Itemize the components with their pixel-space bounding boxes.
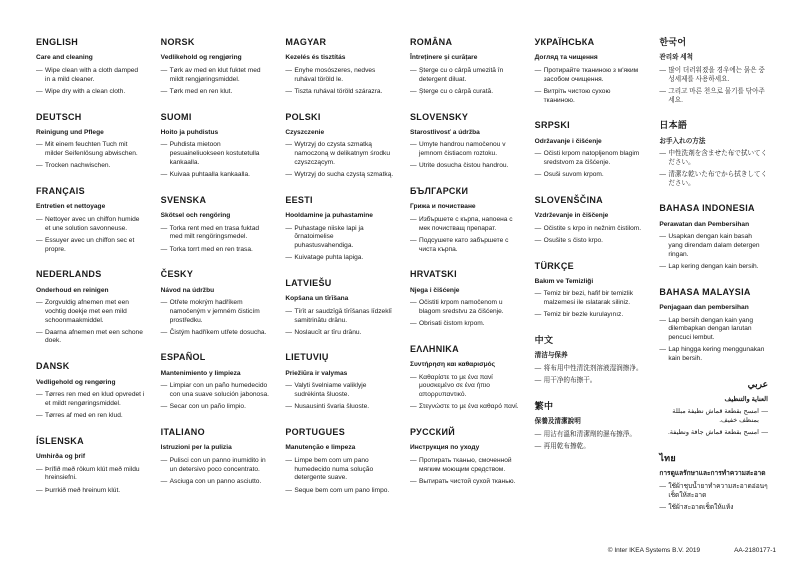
care-title: Návod na údržbu xyxy=(160,286,215,294)
language-heading: 繁中 xyxy=(534,400,554,411)
care-instruction: — Asciuga con un panno asciutto. xyxy=(161,478,270,487)
care-title: Njega i čišćenje xyxy=(409,286,460,294)
column xyxy=(410,37,519,518)
care-instruction: — Tørres ren med en klud opvredet i et mildt rengøringsmiddel. xyxy=(36,391,145,408)
language-heading: NORSK xyxy=(160,37,195,47)
language-section xyxy=(410,417,519,487)
language-heading: ENGLISH xyxy=(36,37,79,47)
care-instruction: — Pulisci con un panno inumidito in un detersivo poco concentrato. xyxy=(161,457,270,474)
care-instruction: — Utrite dosucha čistou handrou. xyxy=(410,162,519,171)
language-heading: FRANÇAIS xyxy=(36,186,85,197)
language-heading: POLSKI xyxy=(285,111,321,122)
care-instructions-list xyxy=(36,466,145,496)
language-section xyxy=(36,176,145,254)
care-instructions-list xyxy=(535,431,644,452)
care-instruction: — Lap bersih dengan kain yang dilembapkan dengan larutan pencuci lembut. xyxy=(659,317,768,343)
language-section xyxy=(36,351,145,421)
care-instruction: — Secar con un paño limpio. xyxy=(161,403,270,412)
language-section xyxy=(535,325,644,386)
language-section xyxy=(410,259,519,329)
care-instruction: — ใช้ผ้าชุบน้ำยาทำความสะอาดอ่อนๆ เช็ดให้สะอาด xyxy=(659,483,768,500)
language-heading: ITALIANO xyxy=(160,426,205,437)
care-title: Întreținere și curățare xyxy=(409,54,478,62)
language-section xyxy=(535,185,644,246)
care-title: Istruzioni per la pulizia xyxy=(160,444,232,452)
care-instruction: — 清潔な乾いた布でから拭きしてください。 xyxy=(659,171,768,188)
care-instruction: — Καθαρίστε το με ένα πανί μουσκεμένο σε ένα ήπιο απορρυπαντικό. xyxy=(410,374,519,400)
care-title: Hoito ja puhdistus xyxy=(160,128,219,136)
care-instruction: — Usapkan dengan kain basah yang direndam dalam detergen ringan. xyxy=(659,233,768,259)
care-instructions-list xyxy=(161,382,270,412)
language-heading: EESTI xyxy=(285,194,313,205)
care-title: العناية والتنظيف xyxy=(724,395,768,403)
language-heading: LATVIEŠU xyxy=(285,277,332,288)
care-instruction: — Þurrkið með hreinum klút. xyxy=(36,487,145,496)
language-section xyxy=(410,37,519,97)
language-section xyxy=(36,426,145,496)
care-instruction: — امسح بقطعة قماش جافة ونظيفة. xyxy=(659,429,768,438)
care-title: Bakım ve Temizliği xyxy=(534,277,594,285)
care-instruction: — Wipe clean with a cloth damped in a mild cleaner. xyxy=(36,67,145,84)
care-instructions-list xyxy=(410,299,519,329)
care-instruction: — Osušite s čisto krpo. xyxy=(535,237,644,246)
care-instruction: — Temiz bir bezle kurulayınız. xyxy=(535,311,644,320)
care-title: Entretien et nettoyage xyxy=(36,203,106,211)
language-section xyxy=(285,37,394,97)
language-section xyxy=(659,37,768,105)
language-section xyxy=(285,185,394,263)
care-instructions-list xyxy=(410,216,519,254)
language-heading: РУССКИЙ xyxy=(409,426,455,437)
care-instruction: — Tiszta ruhával töröld szárazra. xyxy=(285,88,394,97)
care-title: Kezelés és tisztítás xyxy=(285,54,346,62)
language-section xyxy=(285,268,394,338)
language-section xyxy=(161,102,270,180)
language-section xyxy=(161,342,270,412)
care-instruction: — Kuivaa puhtaalla kankaalla. xyxy=(161,171,270,180)
care-instruction: — Osuši suvom krpom. xyxy=(535,171,644,180)
care-instructions-list xyxy=(659,150,768,188)
care-instructions-list xyxy=(161,141,270,179)
care-instruction: — Протирайте тканиною з м'яким засобом очищення. xyxy=(535,67,644,84)
care-instructions-list xyxy=(535,67,644,105)
care-instructions-list xyxy=(659,233,768,271)
language-heading: ไทย xyxy=(659,453,676,464)
care-instructions-list xyxy=(161,457,270,487)
language-heading: عربي xyxy=(747,378,768,389)
care-title: Mantenimiento y limpieza xyxy=(160,369,241,377)
language-heading: SLOVENŠČINA xyxy=(534,194,603,205)
care-instruction: — 用干净的布擦干。 xyxy=(535,377,644,386)
care-instructions-list xyxy=(410,141,519,171)
care-instructions-list xyxy=(659,67,768,105)
language-heading: ROMÂNA xyxy=(409,37,453,47)
care-instruction: — Limpiar con un paño humedecido con una suave solución jabonosa. xyxy=(161,382,270,399)
language-section xyxy=(36,102,145,172)
care-instruction: — Mit einem feuchten Tuch mit milder Seifenlösung abwischen. xyxy=(36,141,145,158)
page-footer xyxy=(608,547,776,554)
care-title: Perawatan dan Pembersihan xyxy=(659,220,750,228)
language-heading: ÍSLENSKA xyxy=(36,435,84,446)
care-title: Umhirða og þrif xyxy=(36,453,86,461)
care-title: Manutenção e limpeza xyxy=(285,444,356,452)
language-heading: 한국어 xyxy=(659,37,687,47)
language-section xyxy=(535,391,644,452)
language-section xyxy=(285,102,394,180)
language-section xyxy=(535,110,644,180)
care-title: Грижа и почистване xyxy=(409,203,476,211)
care-instructions-list xyxy=(659,317,768,364)
care-instruction: — 그리고 마른 천으로 물기를 닦아주세요. xyxy=(659,88,768,105)
care-instruction: — Tīrīt ar saudzīgā tīrīšanas līdzeklī samitrinātu drānu. xyxy=(285,308,394,325)
care-instructions-list xyxy=(535,225,644,246)
care-instruction: — ใช้ผ้าสะอาดเช็ดให้แห้ง xyxy=(659,504,768,513)
care-instruction: — Þrífið með rökum klút með mildu hreinsiefni. xyxy=(36,466,145,483)
care-instruction: — Στεγνώστε το με ένα καθαρό πανί. xyxy=(410,403,519,412)
language-section xyxy=(410,334,519,412)
care-instructions-list xyxy=(285,457,394,495)
language-heading: SRPSKI xyxy=(534,120,570,131)
language-section xyxy=(161,185,270,255)
language-heading: ESPAÑOL xyxy=(160,352,206,363)
care-instructions-list xyxy=(285,67,394,97)
care-instruction: — Zorgvuldig afnemen met een vochtig doekje met een mild schoonmaakmiddel. xyxy=(36,299,145,325)
column xyxy=(161,37,270,518)
care-instruction: — Noslaucīt ar tīru drānu. xyxy=(285,329,394,338)
care-title: Συντήρηση και καθαρισμός xyxy=(409,361,496,369)
care-title: Vedligehold og rengøring xyxy=(36,378,116,386)
care-title: Care and cleaning xyxy=(36,54,93,62)
care-title: 清洁与保养 xyxy=(534,352,568,360)
care-instruction: — Daarna afnemen met een schone doek. xyxy=(36,329,145,346)
care-instructions-list xyxy=(36,141,145,171)
language-columns xyxy=(36,37,768,518)
care-instruction: — Puhastage niiske lapi ja õrnatoimelise puhastusvahendiga. xyxy=(285,225,394,251)
language-heading: ΕΛΛΗΝΙΚΑ xyxy=(409,343,459,354)
care-title: Догляд та чищення xyxy=(534,54,598,62)
care-instruction: — Șterge cu o cârpă curată. xyxy=(410,88,519,97)
care-instruction: — Trocken nachwischen. xyxy=(36,162,145,171)
care-title: Onderhoud en reinigen xyxy=(36,286,109,294)
care-instruction: — Čistým hadříkem utřete dosucha. xyxy=(161,329,270,338)
language-section xyxy=(161,259,270,337)
language-heading: 日本語 xyxy=(659,120,688,131)
language-section xyxy=(410,176,519,254)
column xyxy=(36,37,145,518)
language-heading: BAHASA MALAYSIA xyxy=(659,286,751,297)
care-instructions-list xyxy=(161,67,270,97)
care-instruction: — Вытирать чистой сухой тканью. xyxy=(410,478,519,487)
care-title: Priežiūra ir valymas xyxy=(285,369,348,377)
document-number: AA-2180177-1 xyxy=(734,547,776,554)
care-instructions-list xyxy=(535,150,644,180)
care-title: Инструкция по уходу xyxy=(409,444,480,452)
language-section xyxy=(535,251,644,321)
care-title: Penjagaan dan pembersihan xyxy=(659,304,749,311)
care-title: Održavanje i čišćenje xyxy=(534,137,602,145)
column xyxy=(285,37,394,518)
care-instruction: — Limpe bem com um pano humedecido numa solução detergente suave. xyxy=(285,457,394,483)
care-instruction: — Șterge cu o cârpă umezită în detergent diluat. xyxy=(410,67,519,84)
care-instructions-list xyxy=(161,225,270,255)
language-section xyxy=(659,193,768,271)
language-section xyxy=(161,37,270,97)
care-instruction: — Torka torrt med en ren trasa. xyxy=(161,246,270,255)
care-instruction: — Протирать тканью, смоченной мягким моющим средством. xyxy=(410,457,519,474)
care-instruction: — Tørres af med en ren klud. xyxy=(36,412,145,421)
care-instruction: — Lap hingga kering menggunakan kain bersih. xyxy=(659,346,768,363)
care-instruction: — Nusausinti švaria šluoste. xyxy=(285,403,394,412)
care-instruction: — Puhdista mietoon pesuaineliuokseen kostutetulla kankaalla. xyxy=(161,141,270,167)
language-section xyxy=(659,277,768,364)
care-instruction: — Temiz bir bezi, hafif bir temizlik malzemesi ile ıslatarak siliniz. xyxy=(535,290,644,307)
care-instruction: — Torka rent med en trasa fuktad med milt rengöringsmedel. xyxy=(161,225,270,242)
language-section xyxy=(36,259,145,346)
care-instructions-list xyxy=(36,216,145,254)
care-instructions-list xyxy=(535,290,644,320)
care-instructions-list xyxy=(410,67,519,97)
language-section xyxy=(659,369,768,439)
care-instruction: — 再用乾布擦乾。 xyxy=(535,443,644,452)
care-instruction: — 中性洗剤を含ませた布で拭いてください。 xyxy=(659,150,768,167)
care-instruction: — Otřete mokrým hadříkem namočeným v jemném čisticím prostředku. xyxy=(161,299,270,325)
care-title: Vedlikehold og rengjøring xyxy=(160,54,242,62)
language-heading: MAGYAR xyxy=(285,37,327,47)
care-instructions-list xyxy=(285,225,394,263)
care-instruction: — Lap kering dengan kain bersih. xyxy=(659,263,768,272)
language-section xyxy=(659,110,768,188)
language-section xyxy=(36,37,145,97)
care-instruction: — Витріть чистою сухою тканиною. xyxy=(535,88,644,105)
language-heading: PORTUGUES xyxy=(285,426,346,437)
language-heading: DANSK xyxy=(36,361,70,372)
language-section xyxy=(285,417,394,495)
language-heading: 中文 xyxy=(534,335,554,346)
column xyxy=(659,37,768,518)
care-instructions-list xyxy=(36,67,145,97)
language-section xyxy=(659,443,768,513)
language-heading: БЪЛГАРСКИ xyxy=(409,186,469,197)
care-title: Czyszczenie xyxy=(285,128,325,136)
care-instructions-list xyxy=(161,299,270,337)
language-heading: УКРАЇНСЬКА xyxy=(534,37,595,47)
language-heading: SUOMI xyxy=(160,111,192,122)
care-instruction: — 用沾有溫和清潔劑的濕布擦淨。 xyxy=(535,431,644,440)
care-instructions-list xyxy=(410,457,519,487)
care-title: Starostlivosť a údržba xyxy=(409,128,480,136)
care-instructions-list xyxy=(36,299,145,346)
care-instruction: — Tørk med en ren klut. xyxy=(161,88,270,97)
care-instruction: — Kuivatage puhta lapiga. xyxy=(285,254,394,263)
care-instruction: — Избършете с кърпа, напоена с мек почистващ препарат. xyxy=(410,216,519,233)
care-instruction: — Enyhe mosószeres, nedves ruhával töröld le. xyxy=(285,67,394,84)
care-title: Reinigung und Pflege xyxy=(36,128,104,136)
care-title: Skötsel och rengöring xyxy=(160,212,231,220)
care-instruction: — Wipe dry with a clean cloth. xyxy=(36,88,145,97)
language-section xyxy=(410,102,519,172)
language-heading: SLOVENSKY xyxy=(409,111,469,122)
care-title: お手入れの方法 xyxy=(659,137,706,145)
care-instruction: — Wytrzyj do czysta szmatką namoczoną w delikatnym środku czyszczącym. xyxy=(285,141,394,167)
care-instructions-list xyxy=(659,408,768,438)
care-title: การดูแลรักษาและการทำความสะอาด xyxy=(659,470,766,478)
language-heading: SVENSKA xyxy=(160,194,207,205)
care-instruction: — Nettoyer avec un chiffon humide et une solution savonneuse. xyxy=(36,216,145,233)
language-section xyxy=(161,417,270,487)
care-instruction: — Umyte handrou namočenou v jemnom čistiacom roztoku. xyxy=(410,141,519,158)
care-title: 관리와 세척 xyxy=(659,54,694,62)
language-heading: ČESKY xyxy=(160,269,194,280)
care-instructions-list xyxy=(659,483,768,513)
care-instruction: — 将布用中性清洗剂溶液湿润擦净。 xyxy=(535,365,644,374)
language-heading: BAHASA INDONESIA xyxy=(659,203,755,214)
care-instruction: — Essuyer avec un chiffon sec et propre. xyxy=(36,237,145,254)
language-heading: LIETUVIŲ xyxy=(285,352,329,363)
care-instructions-list xyxy=(535,365,644,386)
care-instructions-list xyxy=(410,374,519,412)
language-section xyxy=(285,342,394,412)
care-instruction: — Očistiti krpom namočenom u blagom sredstvu za čišćenje. xyxy=(410,299,519,316)
care-title: Hooldamine ja puhastamine xyxy=(285,212,373,220)
care-instruction: — Seque bem com um pano limpo. xyxy=(285,487,394,496)
care-instruction: — 많이 더러워졌을 경우에는 묽은 중성세제를 사용하세요. xyxy=(659,67,768,84)
care-instructions-list xyxy=(285,141,394,179)
care-instruction: — Očisti krpom natopljenom blagim sredstvom za čišćenje. xyxy=(535,150,644,167)
language-section xyxy=(535,37,644,105)
care-instruction: — Obrisati čistom krpom. xyxy=(410,320,519,329)
care-instructions-list xyxy=(285,308,394,338)
column xyxy=(535,37,644,518)
care-instructions-list xyxy=(285,382,394,412)
care-instruction: — Wytrzyj do sucha czystą szmatką. xyxy=(285,171,394,180)
care-title: 保養及清潔說明 xyxy=(534,418,581,426)
language-heading: TÜRKÇE xyxy=(534,260,574,271)
care-instruction: — Tørk av med en klut fuktet med mildt rengjøringsmiddel. xyxy=(161,67,270,84)
language-heading: HRVATSKI xyxy=(409,269,457,280)
care-instruction: — Očistite s krpo in nežnim čistilom. xyxy=(535,225,644,234)
language-heading: NEDERLANDS xyxy=(36,269,102,280)
care-title: Vzdrževanje in čiščenje xyxy=(534,212,609,220)
copyright-text: © Inter IKEA Systems B.V. 2019 xyxy=(607,547,701,554)
care-instruction: — امسح بقطعة قماش نظيفة مبللة بمنظف خفيف. xyxy=(659,408,768,425)
care-instructions-list xyxy=(36,391,145,421)
language-heading: DEUTSCH xyxy=(36,111,82,122)
care-instruction: — Подсушете като забършете с чиста кърпа. xyxy=(410,237,519,254)
care-title: Kopšana un tīrīšana xyxy=(285,295,349,303)
care-instruction: — Valyti švelniame valiklyje sudrėkinta šluoste. xyxy=(285,382,394,399)
